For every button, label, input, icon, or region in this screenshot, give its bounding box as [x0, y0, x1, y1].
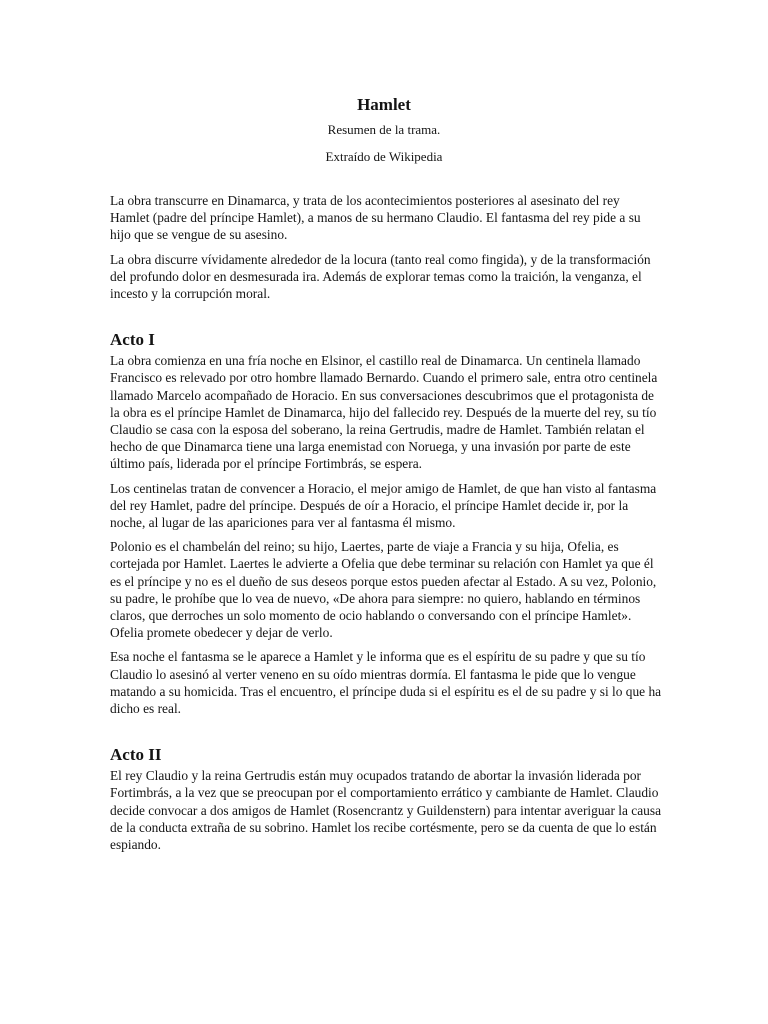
document-body — [110, 192, 662, 860]
section-heading-acto-i: Acto I — [110, 330, 155, 350]
section-paragraph: Los centinelas tratan de convencer a Horacio, el mejor amigo de Hamlet, de que han visto al fantasma del rey Hamlet, padre del príncipe. Después de oír a Horacio, el príncipe Hamlet decide ir, por la noche, al lugar de las apariciones para ver al fantasma él mismo. — [110, 480, 657, 531]
intro-paragraph: La obra transcurre en Dinamarca, y trata de los acontecimientos posteriores al asesinato del rey Hamlet (padre del príncipe Hamlet), a manos de su hermano Claudio. El fantasma del rey pide a su hijo que se vengue de su asesino. — [110, 193, 641, 243]
section-paragraph: El rey Claudio y la reina Gertrudis están muy ocupados tratando de abortar la invasión liderada por Fortimbrás, a la vez que se preocupan por el comportamiento errático y cambiante de Hamlet. Claudio decide convocar a dos amigos de Hamlet (Rosencrantz y Guildenstern) para intentar averiguar la causa de la conducta extraña de su sobrino. Hamlet los recibe cortésmente, pero se da cuenta de que lo están espiando. — [110, 768, 662, 853]
document-subtitle: Resumen de la trama. — [327, 122, 441, 137]
section-paragraph: Polonio es el chambelán del reino; su hijo, Laertes, parte de viaje a Francia y su hija, Ofelia, es cortejada por Hamlet. Laertes le advierte a Ofelia que debe terminar su relación con Hamlet ya que él es el príncipe y no es el dueño de sus deseos porque estos pueden afectar al Estado. A su vez, Polonio, su padre, le prohíbe que lo vea de nuevo, «De ahora para siempre: no quiero, hablando en términos claros, que derroches un solo momento de ocio hablando o conversando con el príncipe Hamlet». Ofelia promete obedecer y dejar de verlo. — [110, 539, 657, 641]
section-paragraph: La obra comienza en una fría noche en Elsinor, el castillo real de Dinamarca. Un centinela llamado Francisco es relevado por otro hombre llamado Bernardo. Cuando el primero sale, entra otro centinela llamado Marcelo acompañado de Horacio. En sus conversaciones descubrimos que el protagonista de la obra es el príncipe Hamlet de Dinamarca, hijo del fallecido rey. Después de la muerte del rey, su tío Claudio se casa con la esposa del soberano, la reina Gertrudis, madre de Hamlet. También relatan el hecho de que Dinamarca tiene una larga enemistad con Noruega, y una invasión por parte de este último país, liderada por el príncipe Fortimbrás, se espera. — [110, 353, 658, 472]
intro-paragraph: La obra discurre vívidamente alrededor de la locura (tanto real como fingida), y de la transformación del profundo dolor en desmesurada ira. Además de explorar temas como la traición, la venganza, el incesto y la corrupción moral. — [110, 251, 651, 302]
section-paragraph: Esa noche el fantasma se le aparece a Hamlet y le informa que es el espíritu de su padre y que su tío Claudio lo asesinó al verter veneno en su oído mientras dormía. El fantasma le pide que lo vengue matando a su homicida. Tras el encuentro, el príncipe duda si el espíritu es el de su padre y si lo que ha dicho es real. — [110, 649, 662, 717]
section-heading-acto-ii: Acto II — [110, 745, 162, 765]
document-source: Extraído de Wikipedia — [325, 149, 443, 164]
document-title: Hamlet — [357, 95, 411, 114]
